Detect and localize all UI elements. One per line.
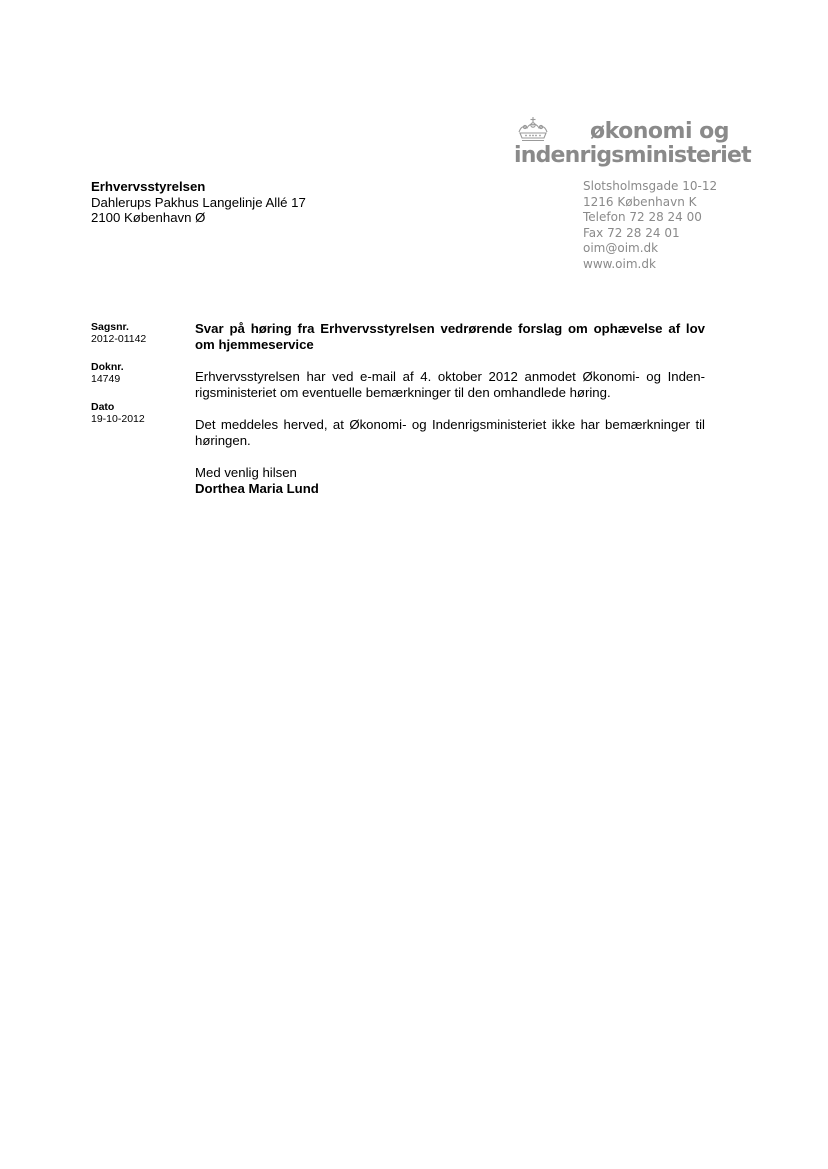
signatory-name: Dorthea Maria Lund bbox=[195, 481, 319, 496]
closing-phrase: Med venlig hilsen bbox=[195, 465, 297, 480]
doknr-value: 14749 bbox=[91, 373, 121, 385]
letter-body bbox=[195, 369, 705, 497]
recipient-city: 2100 København Ø bbox=[91, 210, 206, 225]
sender-address-block bbox=[583, 179, 717, 272]
body-paragraph-1: Erhvervsstyrelsen har ved e-mail af 4. oktober 2012 anmodet Økonomi- og Inden-rigsministeriet om eventuelle bemærkninger til den omhandlede høring. bbox=[195, 369, 705, 400]
date-label: Dato bbox=[91, 401, 115, 413]
sender-phone: Telefon 72 28 24 00 bbox=[583, 210, 702, 224]
body-paragraph-2: Det meddeles herved, at Økonomi- og Indenrigsministeriet ikke har bemærkninger til høringen. bbox=[195, 417, 705, 448]
logo-text-line2: indenrigsministeriet bbox=[514, 143, 751, 168]
sender-street: Slotsholmsgade 10-12 bbox=[583, 179, 718, 193]
logo-text-line1: økonomi og bbox=[590, 119, 730, 144]
doknr-label: Doknr. bbox=[91, 361, 124, 373]
date-value: 19-10-2012 bbox=[91, 413, 145, 425]
recipient-name: Erhvervsstyrelsen bbox=[91, 179, 206, 194]
recipient-address-block bbox=[91, 179, 306, 226]
ministry-logo bbox=[514, 116, 751, 172]
sagsnr-label: Sagsnr. bbox=[91, 321, 129, 333]
case-metadata bbox=[91, 321, 146, 441]
sagsnr-value: 2012-01142 bbox=[91, 333, 147, 345]
sender-fax: Fax 72 28 24 01 bbox=[583, 225, 680, 240]
letter-subject: Svar på høring fra Erhvervsstyrelsen vedrørende forslag om ophævelse af lov om hjemmeservice bbox=[195, 321, 705, 352]
recipient-street: Dahlerups Pakhus Langelinje Allé 17 bbox=[91, 194, 306, 210]
sender-city: 1216 København K bbox=[583, 194, 697, 209]
sender-website: www.oim.dk bbox=[583, 256, 656, 271]
sender-email: oim@oim.dk bbox=[583, 241, 659, 255]
crown-icon bbox=[514, 116, 552, 144]
